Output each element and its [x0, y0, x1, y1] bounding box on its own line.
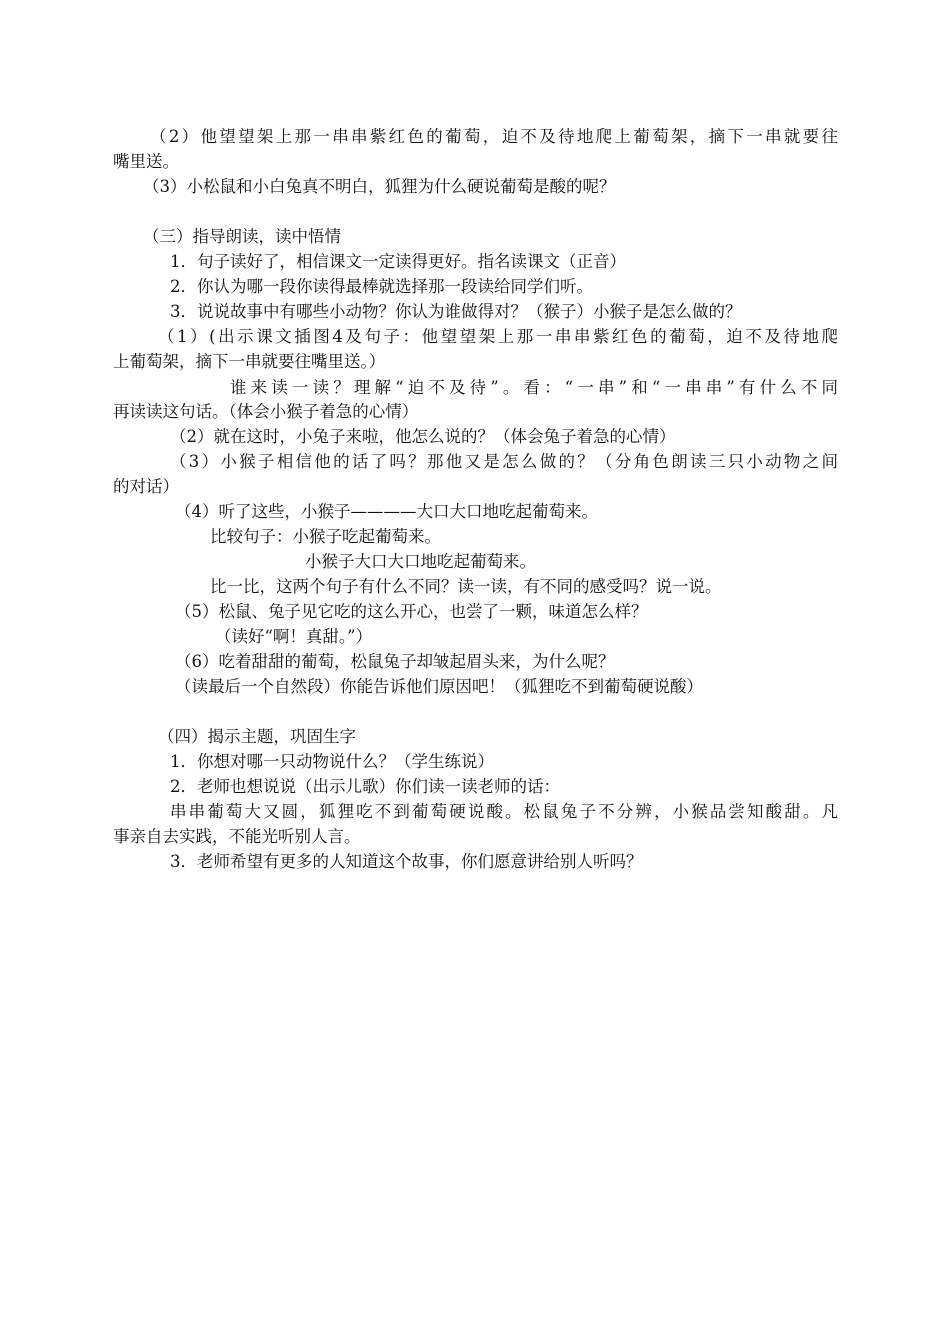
paragraph-line: （6）吃着甜甜的葡萄，松鼠兔子却皱起眉头来，为什么呢？: [175, 652, 615, 671]
paragraph-line: （读最后一个自然段）你能告诉他们原因吧！（狐狸吃不到葡萄硬说酸）: [175, 677, 703, 696]
section-heading: （四）揭示主题，巩固生字: [158, 727, 356, 746]
paragraph-line: 2．老师也想说说（出示儿歌）你们读一读老师的话：: [170, 777, 560, 796]
paragraph-line: 事亲自去实践，不能光听别人言。: [113, 827, 361, 846]
paragraph-line: （读好“啊！真甜。”）: [215, 627, 373, 646]
paragraph-line: 3．说说故事中有哪些小动物？你认为谁做得对？（猴子）小猴子是怎么做的？: [170, 302, 742, 321]
paragraph-line: 1．句子读好了，相信课文一定读得更好。指名读课文（正音）: [170, 252, 626, 271]
paragraph-line: （3）小松鼠和小白兔真不明白，狐狸为什么硬说葡萄是酸的呢？: [143, 177, 616, 196]
paragraph-line: 比一比，这两个句子有什么不同？读一读，有不同的感受吗？说一说。: [210, 577, 722, 596]
paragraph-line: （4）听了这些，小猴子————大口大口地吃起葡萄来。: [175, 502, 598, 521]
paragraph-line: 再读读这句话。（体会小猴子着急的心情）: [113, 402, 419, 421]
paragraph-line: （3）小猴子相信他的话了吗？那他又是怎么做的？（分角色朗读三只小动物之间: [170, 452, 838, 471]
paragraph-line: 嘴里送。: [113, 152, 179, 171]
paragraph-line: （2）就在这时，小兔子来啦，他怎么说的？（体会兔子着急的心情）: [170, 427, 676, 446]
paragraph-line: 上葡萄架，摘下一串就要往嘴里送。）: [113, 352, 386, 371]
paragraph-line: 串串葡萄大又圆，狐狸吃不到葡萄硬说酸。松鼠兔子不分辨，小猴品尝知酸甜。凡: [170, 802, 838, 821]
paragraph-line: 的对话）: [113, 477, 179, 496]
paragraph-line: （1）(出示课文插图4及句子：他望望架上那一串串紫红色的葡萄，迫不及待地爬: [158, 327, 838, 346]
paragraph-line: 谁来读一读？理解“迫不及待”。看：“一串”和“一串串”有什么不同: [230, 378, 838, 397]
paragraph-line: 小猴子大口大口地吃起葡萄来。: [305, 552, 536, 571]
section-heading: （三）指导朗读，读中悟情: [143, 227, 341, 246]
paragraph-line: 3．老师希望有更多的人知道这个故事，你们愿意讲给别人听吗？: [170, 852, 643, 871]
paragraph-line: （2）他望望架上那一串串紫红色的葡萄，迫不及待地爬上葡萄架，摘下一串就要往: [150, 127, 838, 146]
paragraph-line: 比较句子：小猴子吃起葡萄来。: [210, 527, 441, 546]
paragraph-line: 2．你认为哪一段你读得最棒就选择那一段读给同学们听。: [170, 277, 593, 296]
paragraph-line: 1．你想对哪一只动物说什么？（学生练说）: [170, 752, 494, 771]
paragraph-line: （5）松鼠、兔子见它吃的这么开心，也尝了一颗，味道怎么样？: [175, 602, 648, 621]
